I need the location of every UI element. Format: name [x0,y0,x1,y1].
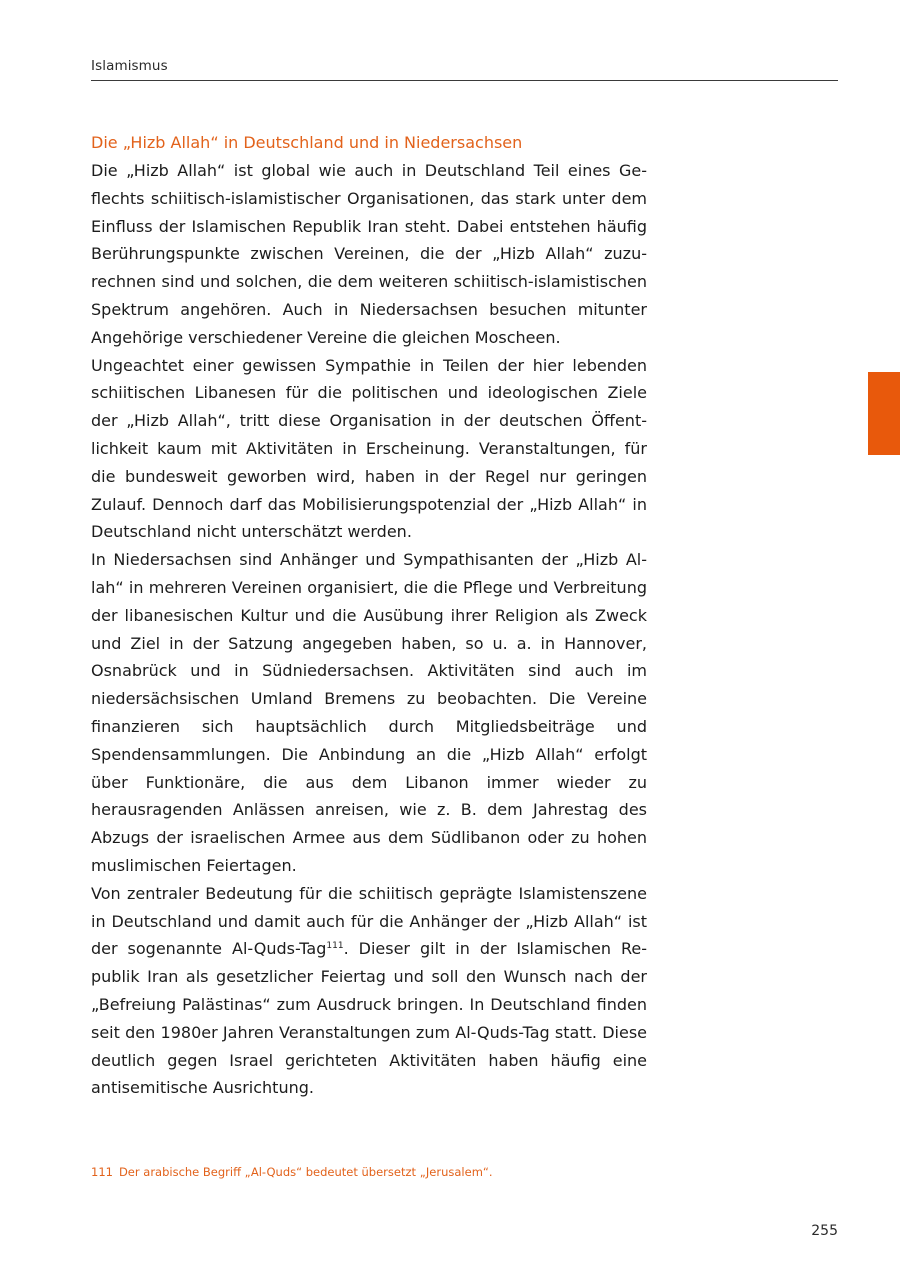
main-content [91,129,647,1102]
running-head-title: Islamismus [91,58,168,74]
paragraph-1: Die „Hizb Allah“ ist global wie auch in Deutschland Teil eines Geflechts schiitisch-islamistischer Organisationen, das stark unter dem Einfluss der Islamischen Republik Iran steht. Dabei entstehen häufig Berührungspunkte zwischen Vereinen, die der „Hizb Allah“ zuzurechnen sind und solchen, die dem weiteren schiitisch-islamistischen Spektrum angehören. Auch in Niedersachsen besuchen mitunter Angehörige verschiedener Vereine die gleichen Moscheen. [91,161,647,347]
section-heading: Die „Hizb Allah“ in Deutschland und in Niedersachsen [91,133,523,152]
footnote [91,1165,838,1179]
footnote-reference[interactable]: 111 [326,941,344,952]
paragraph-4-part-1: Von zentraler Bedeutung für die schiitisch geprägte Islamistenszene in Deutschland und damit auch für die Anhänger der „Hizb Allah“ ist der sogenannte Al-Quds-Tag [91,883,647,959]
footnote-number: 111 [91,1165,113,1179]
chapter-thumb-tab [868,372,900,455]
paragraph-2: Ungeachtet einer gewissen Sympathie in Teilen der hier lebenden schiitischen Libanesen für die politischen und ideologischen Ziele der „Hizb Allah“, tritt diese Organisation in der deutschen Öffentlichkeit kaum mit Aktivitäten in Erscheinung. Veranstaltungen, für die bundesweit geworben wird, haben in der Regel nur geringen Zulauf. Dennoch darf das Mobilisierungspotenzial der „Hizb Allah“ in Deutschland nicht unterschätzt werden. [91,355,647,542]
footnote-text: Der arabische Begriff „Al-Quds“ bedeutet übersetzt „Jerusalem“. [118,1165,493,1179]
page-number: 255 [811,1223,838,1239]
header-divider [91,80,838,81]
paragraph-4-part-2: . Dieser gilt in der Islamischen Republik Iran als gesetzlicher Feiertag und soll den Wunsch nach der „Befreiung Palästinas“ zum Ausdruck bringen. In Deutschland finden seit den 1980er Jahren Veranstaltungen zum Al-Quds-Tag statt. Diese deutlich gegen Israel gerichteten Aktivitäten haben häufig eine antisemitische Ausrichtung. [91,939,647,1098]
paragraph-4 [91,880,647,1102]
paragraph-3: In Niedersachsen sind Anhänger und Sympathisanten der „Hizb Allah“ in mehreren Vereinen organisiert, die die Pflege und Verbreitung der libanesischen Kultur und die Ausübung ihrer Religion als Zweck und Ziel in der Satzung angegeben haben, so u. a. in Hannover, Osnabrück und in Südniedersachsen. Aktivitäten sind auch im niedersächsischen Umland Bremens zu beobachten. Die Vereine finanzieren sich hauptsächlich durch Mitgliedsbeiträge und Spendensammlungen. Die Anbindung an die „Hizb Allah“ erfolgt über Funktionäre, die aus dem Libanon immer wieder zu herausragenden Anlässen anreisen, wie z. B. dem Jahrestag des Abzugs der israelischen Armee aus dem Südlibanon oder zu hohen muslimischen Feiertagen. [91,550,647,875]
